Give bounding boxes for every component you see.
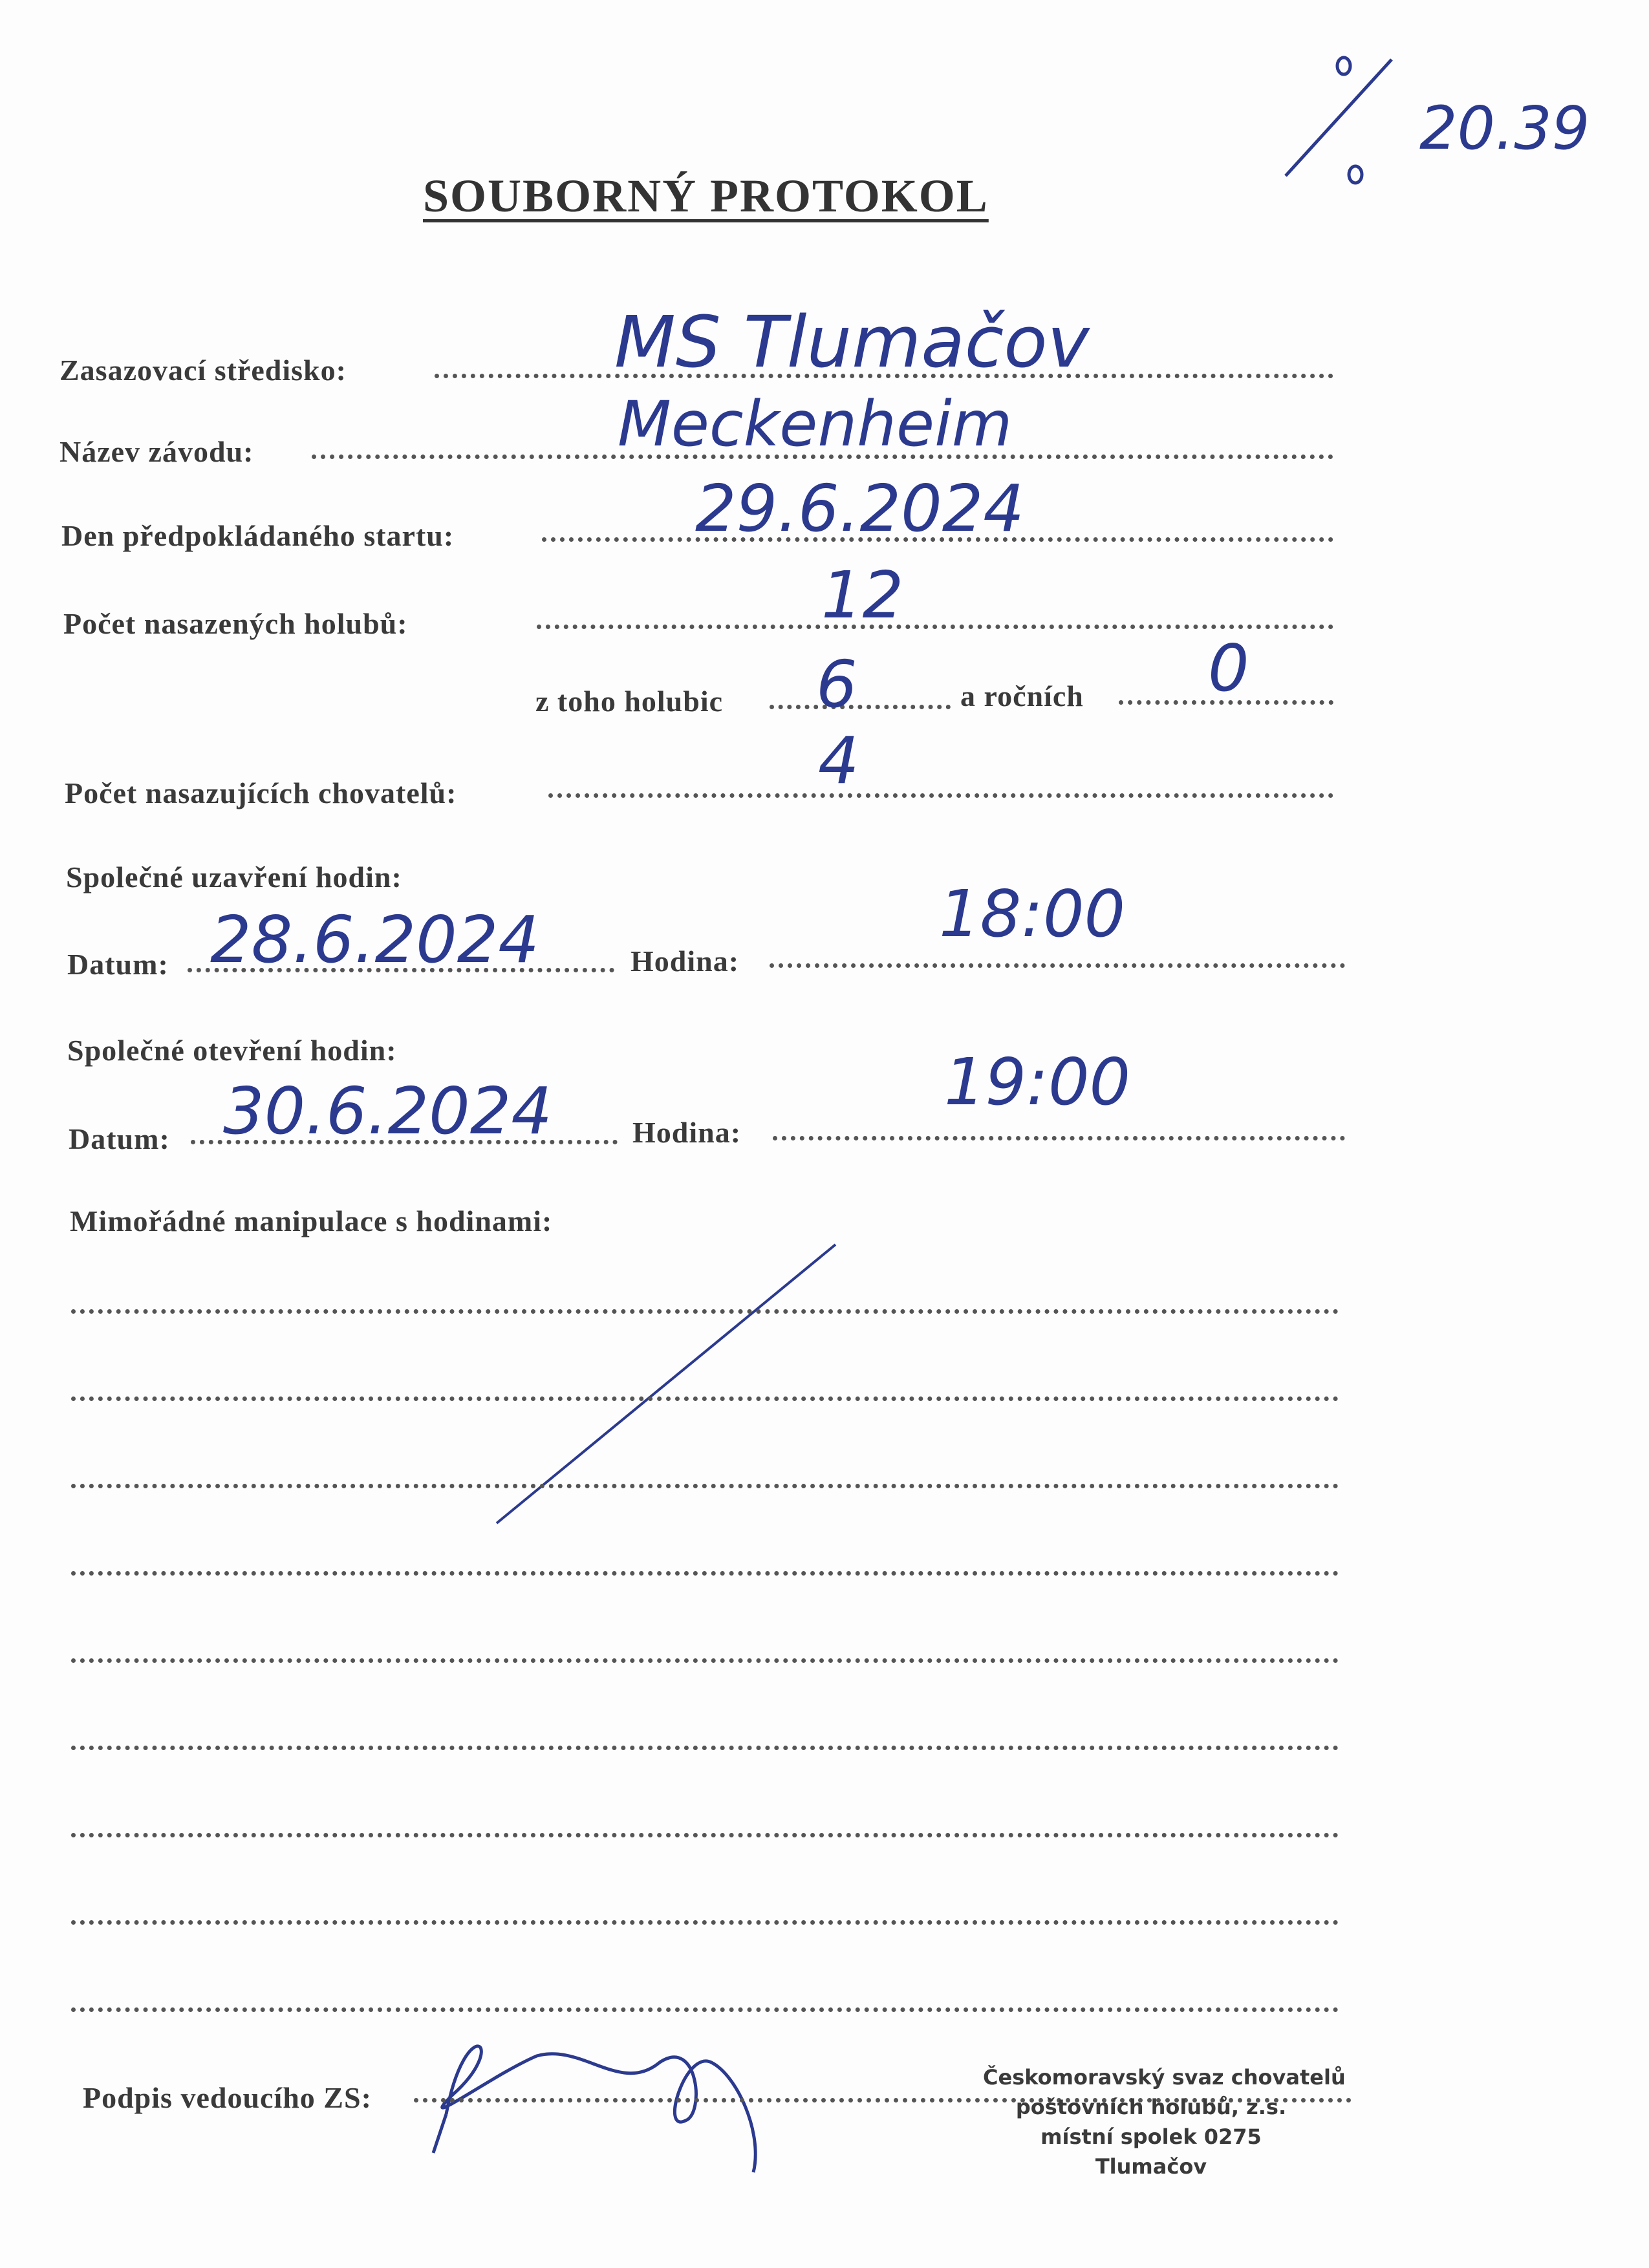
signature-scribble bbox=[433, 2046, 755, 2172]
blank-line-3 bbox=[71, 1484, 1339, 1488]
organization-stamp bbox=[983, 2062, 1346, 2181]
pigeons-label: Počet nasazených holubů: bbox=[63, 607, 408, 640]
page-title: SOUBORNÝ PROTOKOL bbox=[423, 170, 989, 222]
blank-line-1 bbox=[71, 1309, 1339, 1314]
opening-heading: Společné otevření hodin: bbox=[67, 1034, 397, 1067]
corner-note: 20.39 bbox=[1419, 94, 1590, 163]
station-value: MS Tlumačov bbox=[614, 301, 1090, 383]
closing-heading: Společné uzavření hodin: bbox=[66, 861, 402, 893]
station-label: Zasazovací středisko: bbox=[59, 354, 347, 387]
opening-hour-dots bbox=[773, 1136, 1345, 1140]
race-value: Meckenheim bbox=[618, 388, 1013, 460]
stamp-line-3: místní spolek 0275 bbox=[1040, 2124, 1262, 2149]
yearlings-label: a ročních bbox=[960, 679, 1084, 712]
start-label: Den předpokládaného startu: bbox=[61, 519, 455, 552]
pigeons-value: 12 bbox=[821, 557, 904, 633]
hens-label: z toho holubic bbox=[535, 685, 724, 718]
opening-hour-value: 19:00 bbox=[944, 1044, 1131, 1120]
closing-hour-dots bbox=[770, 963, 1345, 968]
race-label: Název závodu: bbox=[59, 435, 254, 468]
breeders-label: Počet nasazujících chovatelů: bbox=[65, 776, 457, 809]
breeders-value: 4 bbox=[818, 723, 859, 798]
stamp-line-1: Českomoravský svaz chovatelů bbox=[983, 2065, 1346, 2090]
blank-line-4 bbox=[71, 1571, 1339, 1576]
closing-hour-value: 18:00 bbox=[939, 876, 1126, 952]
blank-line-9 bbox=[71, 2007, 1339, 2012]
hens-value: 6 bbox=[816, 647, 857, 722]
pigeons-dots bbox=[537, 625, 1333, 629]
signature-label: Podpis vedoucího ZS: bbox=[83, 2081, 372, 2114]
opening-date-label: Datum: bbox=[69, 1122, 170, 1155]
closing-date-label: Datum: bbox=[67, 948, 169, 981]
strike-line bbox=[497, 1245, 835, 1523]
blank-line-8 bbox=[71, 1920, 1339, 1925]
closing-date-value: 28.6.2024 bbox=[210, 902, 539, 978]
yearlings-value: 0 bbox=[1208, 630, 1249, 706]
stamp-line-2: poštovních holubů, z.s. bbox=[1015, 2095, 1287, 2119]
breeders-dots bbox=[548, 793, 1333, 798]
blank-line-2 bbox=[71, 1396, 1339, 1401]
stamp-line-4: Tlumačov bbox=[1095, 2154, 1207, 2179]
extraordinary-label: Mimořádné manipulace s hodinami: bbox=[70, 1204, 553, 1237]
blank-line-6 bbox=[71, 1746, 1339, 1750]
corner-percent-mark bbox=[1286, 58, 1392, 183]
start-value: 29.6.2024 bbox=[695, 471, 1024, 546]
blank-line-5 bbox=[71, 1658, 1339, 1663]
opening-date-value: 30.6.2024 bbox=[223, 1073, 552, 1149]
hens-dots bbox=[770, 705, 951, 709]
closing-hour-label: Hodina: bbox=[630, 945, 740, 978]
blank-line-7 bbox=[71, 1833, 1339, 1837]
opening-hour-label: Hodina: bbox=[632, 1116, 742, 1149]
